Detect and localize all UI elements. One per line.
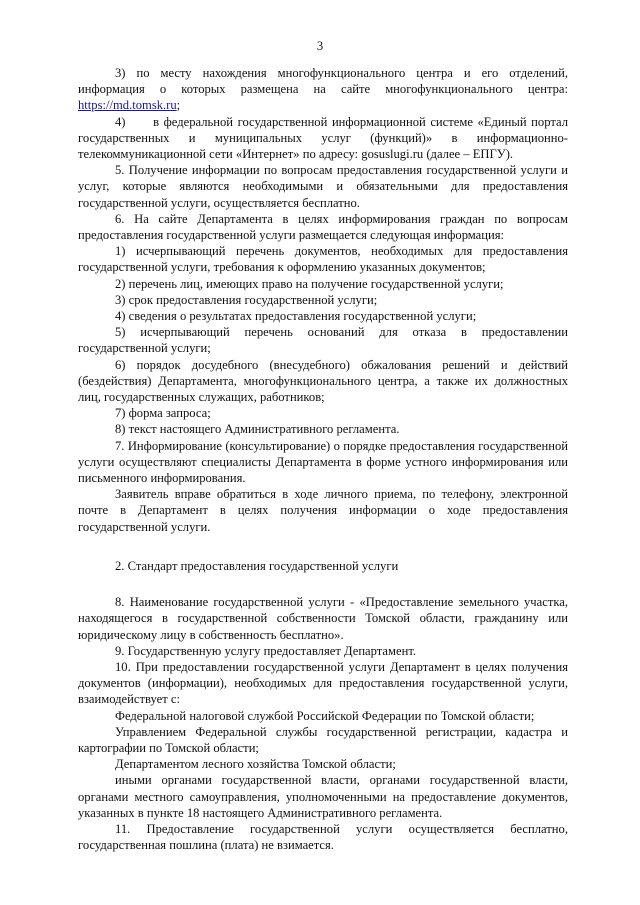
- paragraph-6: 6. На сайте Департамента в целях информирования граждан по вопросам предоставления государственной услуги размещается следующая информация:: [78, 211, 568, 243]
- link-suffix: ;: [176, 98, 181, 113]
- list-item-7: 7) форма запроса;: [115, 406, 211, 421]
- spacer: [78, 535, 568, 558]
- list-item-5: 5) исчерпывающий перечень оснований для отказа в предоставлении государственной услуги;: [78, 325, 568, 356]
- paragraph-8: 8. Наименование государственной услуги - «Предоставление земельного участка, находящегося в государственной собственности Томской области, гражданину или юридическому лицу в собственность бесплатно».: [78, 595, 568, 642]
- paragraph-10: 10. При предоставлении государственной услуги Департамент в целях получения документов (информации), необходимых для предоставления государственной услуги, взаимодействует с:: [78, 659, 568, 707]
- list-item-1: 1) исчерпывающий перечень документов, необходимых для предоставления государственной услуги, требования к оформлению указанных документов;: [78, 244, 568, 275]
- page-number: 3: [316, 39, 324, 53]
- paragraph-text: 3) по месту нахождения многофункционального центра и его отделений, информация о которых размещена на сайте многофункционального центра:: [78, 66, 568, 97]
- list-item-3: 3) срок предоставления государственной услуги;: [115, 292, 378, 307]
- list-item-4: 4) сведения о результатах предоставления государственной услуги;: [115, 309, 477, 324]
- paragraph-5: 5. Получение информации по вопросам предоставления государственной услуги и услуг, которые являются необходимыми и обязательными для предоставления государственной услуги, осуществляется бесплатно.: [78, 163, 568, 210]
- document-body: [78, 65, 568, 853]
- paragraph-11: 11. Предоставление государственной услуги осуществляется бесплатно, государственная пошлина (плата) не взимается.: [78, 821, 568, 853]
- agency-fns: Федеральной налоговой службой Российской Федерации по Томской области;: [115, 708, 535, 723]
- agency-forestry: Департаментом лесного хозяйства Томской области;: [115, 757, 396, 772]
- list-item-2: 2) перечень лиц, имеющих право на получение государственной услуги;: [115, 276, 504, 291]
- section-heading: 2. Стандарт предоставления государственной услуги: [115, 558, 399, 573]
- paragraph-9: 9. Государственную услугу предоставляет Департамент.: [115, 643, 417, 658]
- agency-other: иными органами государственной власти, органами государственной власти, органами местного самоуправления, уполномоченными на предоставление документов, указанных в пункте 18 настоящего Административного регламента.: [78, 773, 568, 820]
- mfc-site-link[interactable]: https://md.tomsk.ru: [78, 98, 177, 113]
- list-item-6: 6) порядок досудебного (внесудебного) обжалования решений и действий (бездействия) Департамента, многофункционального центра, а также их должностных лиц, государственных служащих, работников;: [78, 357, 568, 405]
- agency-rosreestr: Управлением Федеральной службы государственной регистрации, кадастра и картографии по Томской области;: [78, 724, 568, 755]
- paragraph-mfc-location: [78, 65, 568, 114]
- spacer: [78, 574, 568, 594]
- paragraph-epgu: 4) в федеральной государственной информационной системе «Единый портал государственных и муниципальных услуг (функций)» в информационно-телекоммуникационной сети «Интернет» по адресу: gosuslugi.ru (далее – ЕПГУ).: [78, 114, 568, 162]
- paragraph-7: 7. Информирование (консультирование) о порядке предоставления государственной услуги осуществляют специалисты Департамента в форме устного информирования или письменного информирования.: [78, 438, 568, 486]
- paragraph-applicant: Заявитель вправе обратиться в ходе личного приема, по телефону, электронной почте в Департамент в целях получения информации о ходе предоставления государственной услуги.: [78, 487, 568, 534]
- list-item-8: 8) текст настоящего Административного регламента.: [115, 422, 400, 437]
